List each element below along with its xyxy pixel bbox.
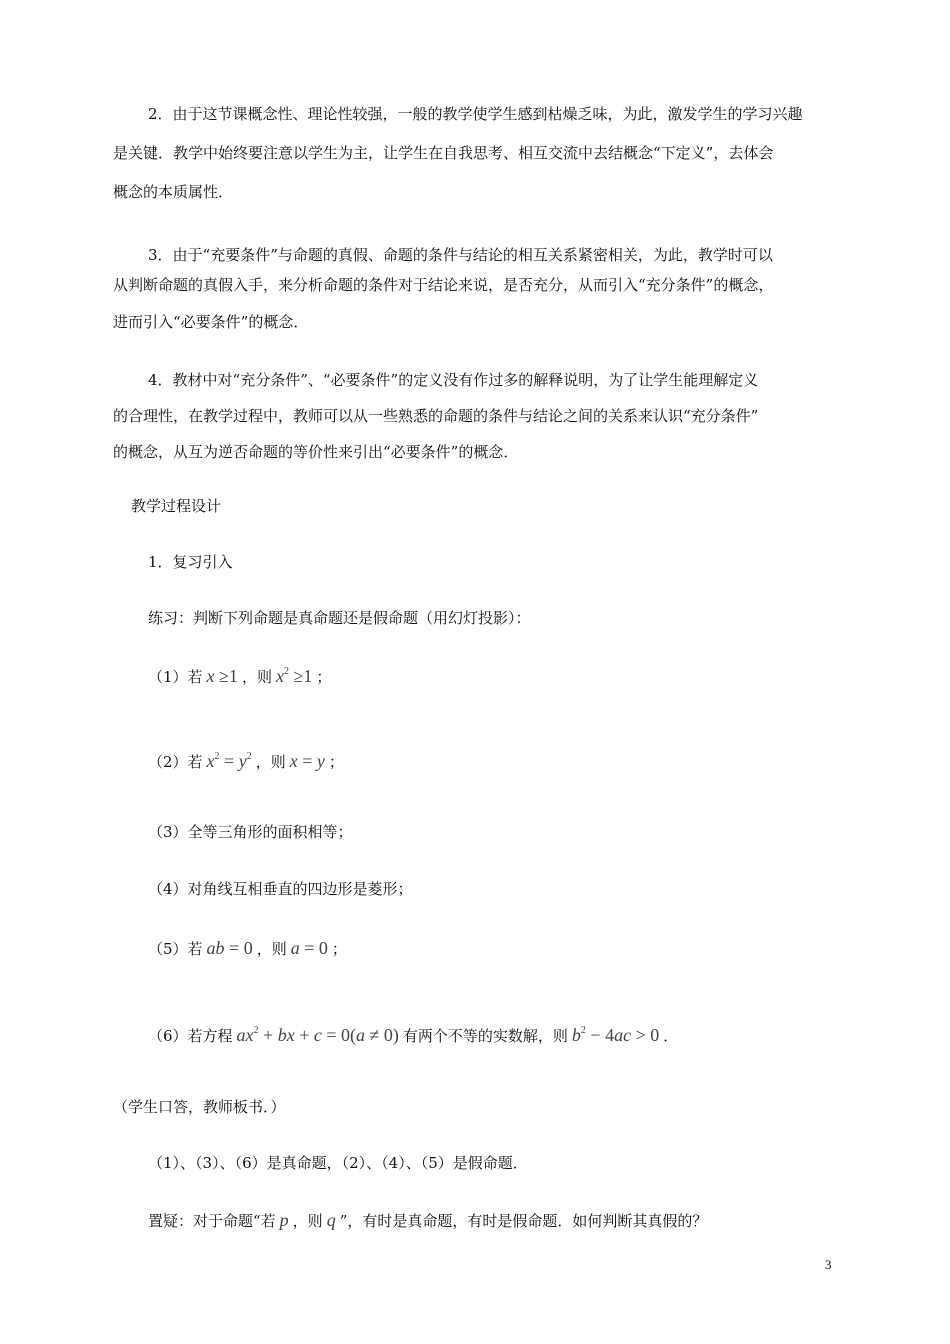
item-5-end: ； xyxy=(331,940,347,958)
exercise-intro: 练习：判断下列命题是真命题还是假命题（用幻灯投影）： xyxy=(148,609,531,627)
question-line xyxy=(148,1210,707,1231)
variable-p: p xyxy=(279,1210,289,1230)
exercise-item-3: （3）全等三角形的面积相等； xyxy=(148,823,353,841)
item-5-prefix: （5）若 xyxy=(148,940,203,958)
variable-q: q xyxy=(326,1210,336,1230)
paragraph-4-line-2: 的合理性，在教学过程中，教师可以从一些熟悉的命题的条件与结论之间的关系来认识“充分条件” xyxy=(113,407,759,425)
item-5-then: ，则 xyxy=(256,940,287,958)
question-then: ，则 xyxy=(292,1212,323,1230)
formula-x2-eq-y2: $x^2 = y^2$ xyxy=(206,751,252,771)
paragraph-4-line-1: 4．教材中对“充分条件”、“必要条件”的定义没有作过多的解释说明，为了让学生能理解定义 xyxy=(148,371,759,389)
teacher-note: （学生口答，教师板书．） xyxy=(113,1098,286,1116)
paragraph-2-line-2: 是关键．教学中始终要注意以学生为主，让学生在自我思考、相互交流中去结概念“下定义”，去体会 xyxy=(113,144,774,162)
formula-discriminant: $b^2 - 4ac > 0$ xyxy=(571,1025,660,1045)
item-2-then: ，则 xyxy=(255,753,286,771)
paragraph-4-line-3: 的概念，从互为逆否命题的等价性来引出“必要条件”的概念． xyxy=(113,443,519,461)
exercise-item-4: （4）对角线互相垂直的四边形是菱形； xyxy=(148,880,413,898)
answer-line: （1）、（3）、（6）是真命题，（2）、（4）、（5）是假命题． xyxy=(148,1154,528,1172)
paragraph-2-line-1: 2．由于这节课概念性、理论性较强，一般的教学使学生感到枯燥乏味，为此，激发学生的学习兴趣 xyxy=(148,105,803,123)
step-1-heading: 1．复习引入 xyxy=(148,553,233,571)
item-2-end: ； xyxy=(328,753,344,771)
paragraph-3-line-3: 进而引入“必要条件”的概念． xyxy=(113,313,309,331)
exercise-item-2 xyxy=(148,751,344,772)
question-prefix: 置疑：对于命题“若 xyxy=(148,1212,276,1230)
formula-quadratic-equation: $ax^2$ + bx + c = 0(a ≠ 0) xyxy=(236,1025,399,1045)
item-6-end: ． xyxy=(663,1027,679,1045)
formula-x-ge-1: x ≥1 xyxy=(206,666,238,686)
exercise-item-6 xyxy=(148,1025,678,1046)
item-6-middle: 有两个不等的实数解，则 xyxy=(402,1027,568,1045)
page-number: 3 xyxy=(825,1257,832,1272)
paragraph-2-line-3: 概念的本质属性． xyxy=(113,183,234,201)
item-1-end: ； xyxy=(316,668,332,686)
item-1-then: ，则 xyxy=(241,668,272,686)
exercise-item-1 xyxy=(148,666,331,687)
item-2-prefix: （2）若 xyxy=(148,753,203,771)
item-6-prefix: （6）若方程 xyxy=(148,1027,233,1045)
formula-ab-eq-0: ab = 0 xyxy=(206,938,253,958)
paragraph-3-line-1: 3．由于“充要条件”与命题的真假、命题的条件与结论的相互关系紧密相关，为此，教学时可以 xyxy=(148,246,773,264)
formula-x-eq-y: x = y xyxy=(289,751,325,771)
formula-x-squared-ge-1: $x^2 \ge 1$ xyxy=(275,666,313,686)
item-1-prefix: （1）若 xyxy=(148,668,203,686)
question-rest: ”，有时是真命题，有时是假命题．如何判断其真假的？ xyxy=(339,1212,708,1230)
exercise-item-5 xyxy=(148,938,347,959)
paragraph-3-line-2: 从判断命题的真假入手，来分析命题的条件对于结论来说，是否充分，从而引入“充分条件”的概念， xyxy=(113,276,774,294)
formula-a-eq-0: a = 0 xyxy=(290,938,328,958)
section-title: 教学过程设计 xyxy=(131,497,222,515)
